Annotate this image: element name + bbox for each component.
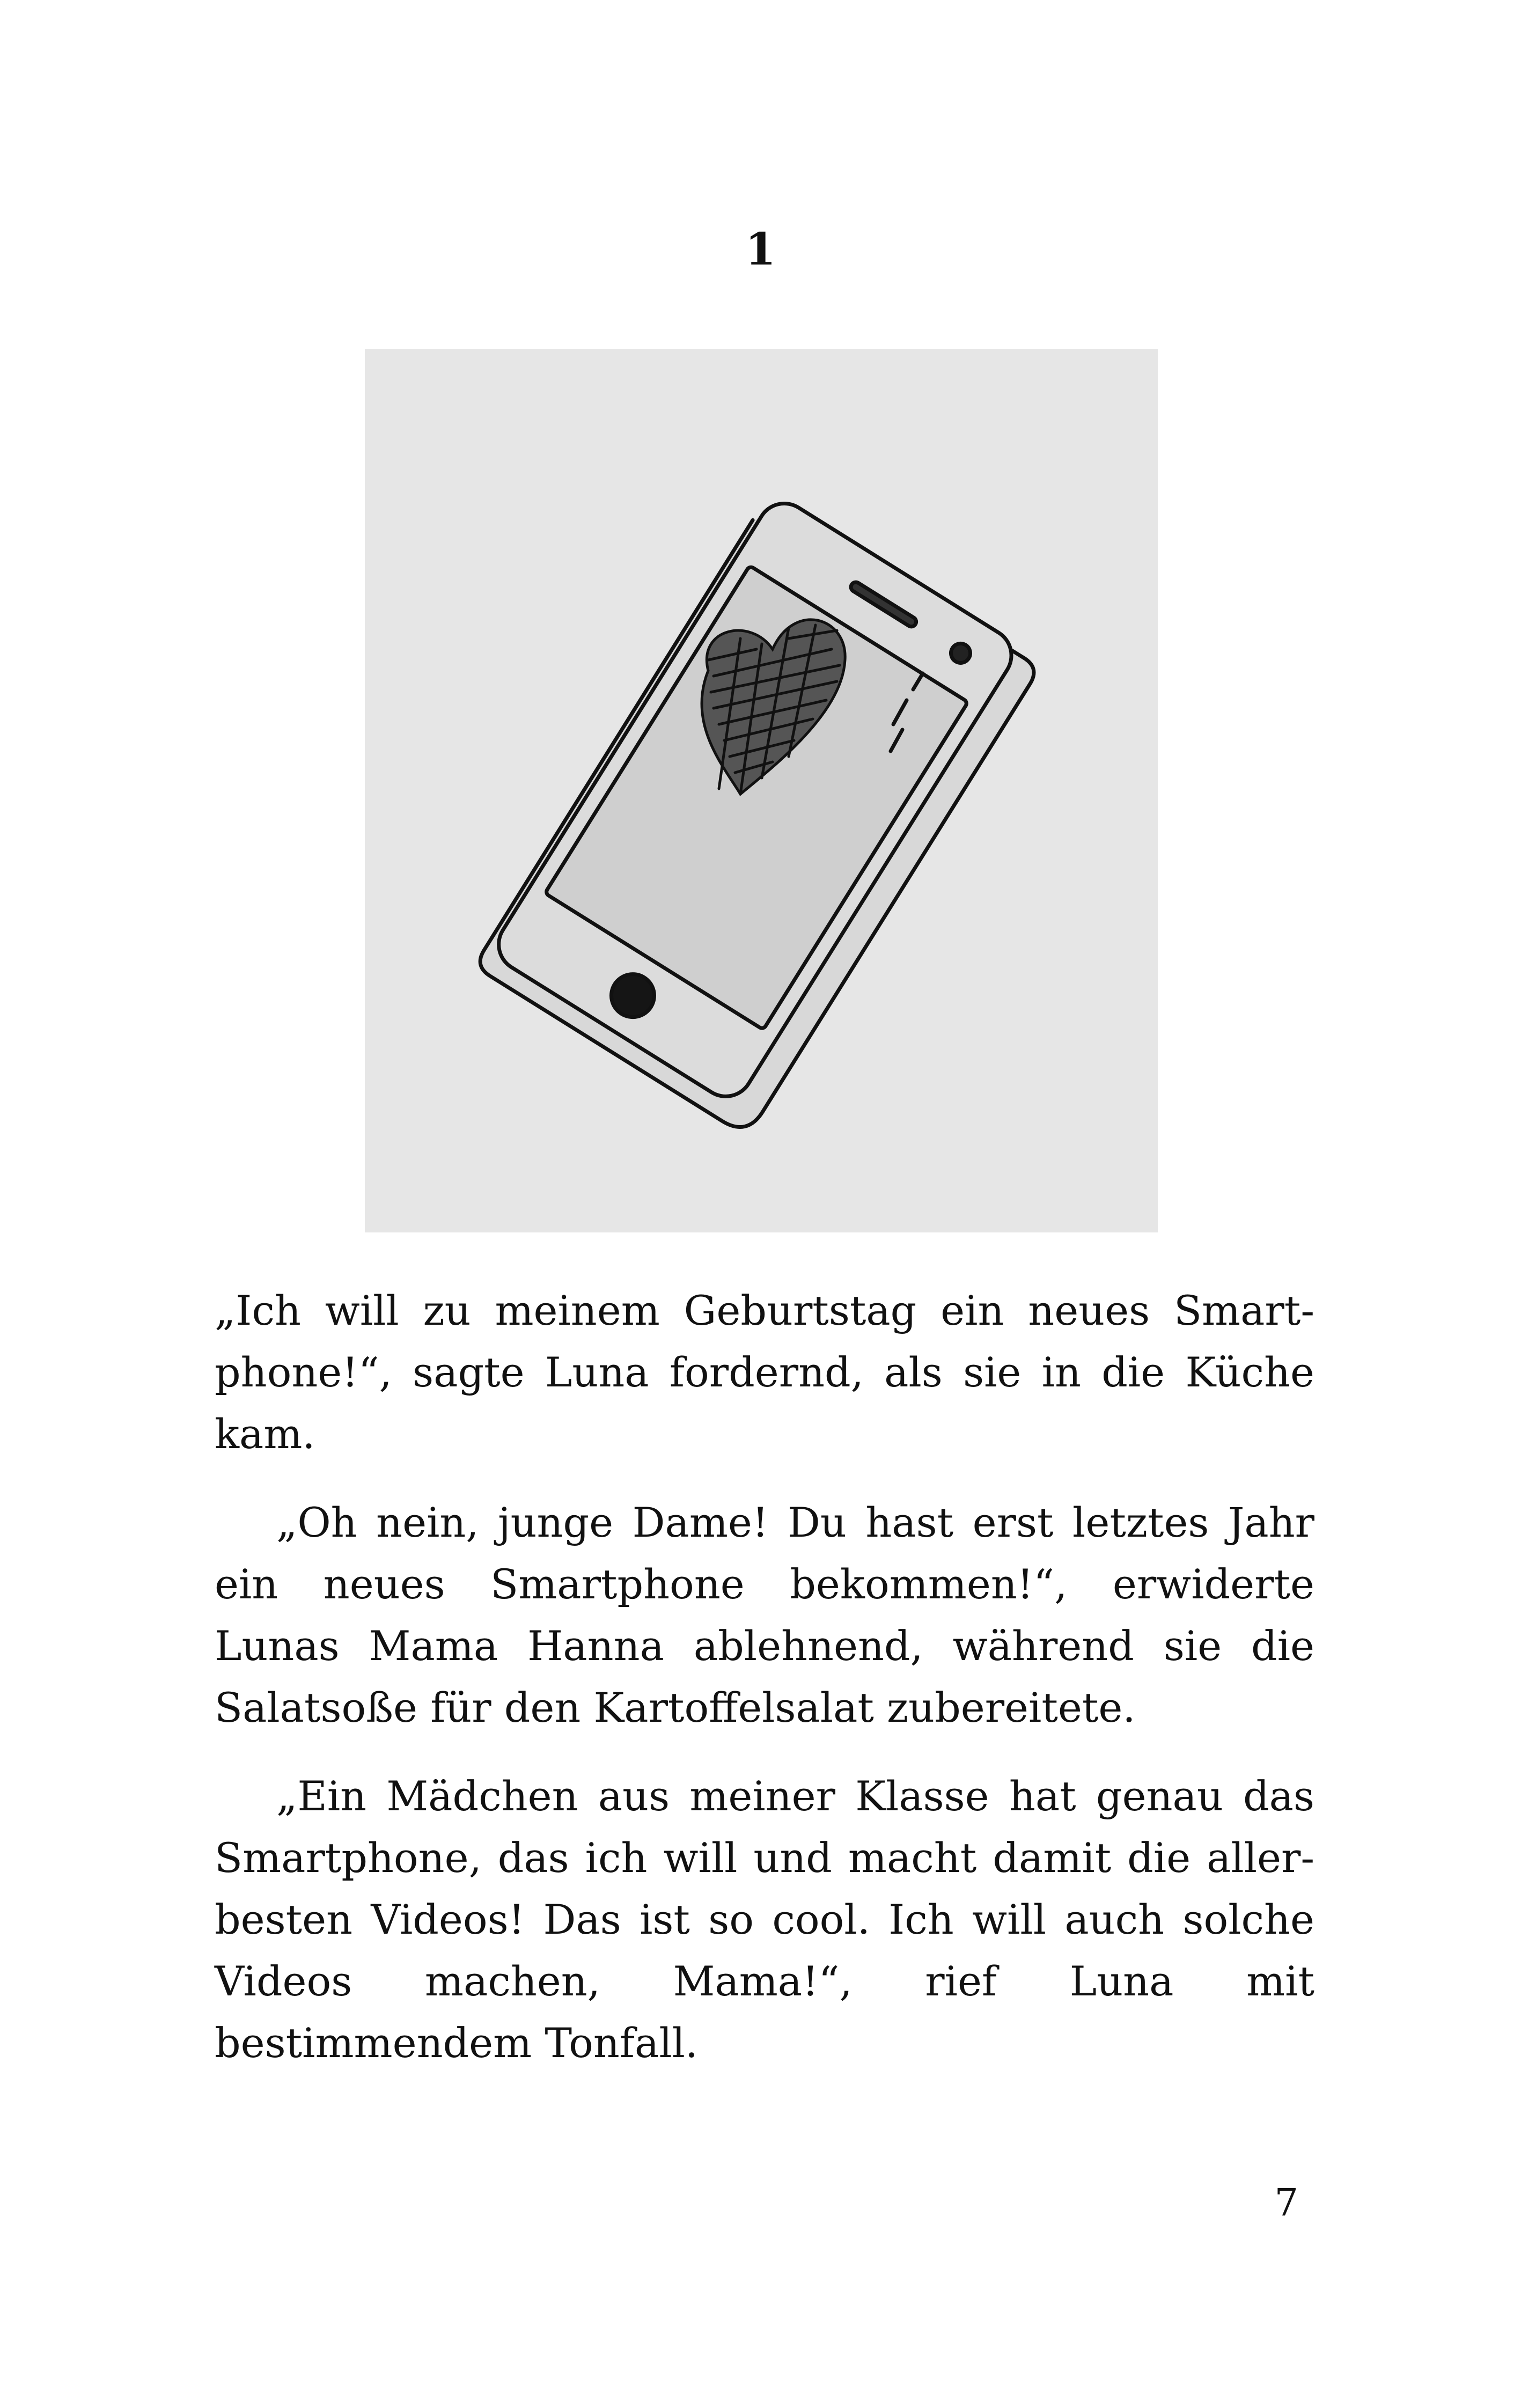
chapter-number: 1 xyxy=(745,224,776,275)
paragraph-3: „Ein Mädchen aus meiner Klasse hat genau das Smartphone, das ich will und macht damit die allerbesten Videos! Das ist so cool. Ich will auch solche Videos machen, Mama!“, rief Luna mit bestimmendem Tonfall. xyxy=(215,1772,1314,2067)
paragraph-1: „Ich will zu meinem Geburtstag ein neues Smartphone!“, sagte Luna fordernd, als sie in die Küche kam. xyxy=(215,1287,1314,1458)
smartphone-illustration xyxy=(365,349,1158,1232)
page-number: 7 xyxy=(1274,2181,1298,2225)
smartphone-drawing xyxy=(365,349,1158,1232)
story-text xyxy=(215,1280,1314,2101)
paragraph-2: „Oh nein, junge Dame! Du hast erst letztes Jahr ein neues Smartphone bekommen!“, erwiderte Lunas Mama Hanna ablehnend, während sie die Salatsoße für den Kartoffelsalat zubereitete. xyxy=(215,1499,1314,1731)
